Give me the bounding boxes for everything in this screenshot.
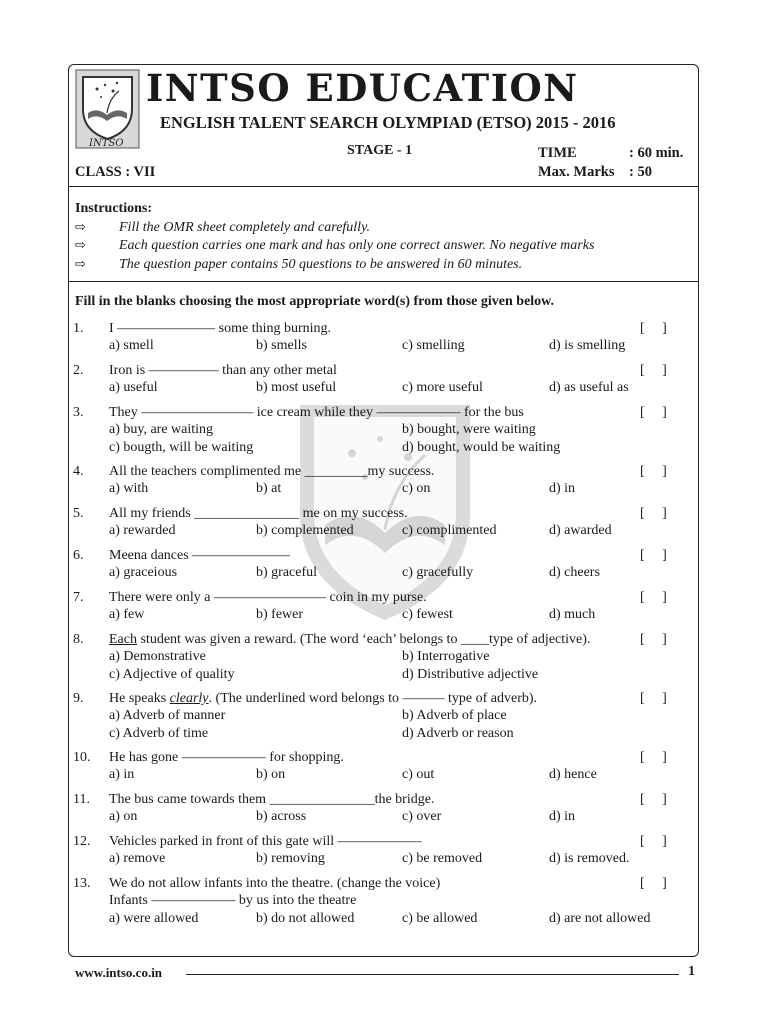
answer-bracket: [ ]: [640, 750, 667, 765]
question-number: 12.: [73, 834, 91, 849]
option-c: c) out: [402, 767, 435, 782]
option-a: a) were allowed: [109, 911, 199, 926]
arrow-icon: ⇨: [75, 257, 86, 272]
instruction-item: ⇨ Fill the OMR sheet completely and carefully.: [75, 220, 371, 235]
answer-bracket: [ ]: [640, 405, 667, 420]
option-d: d) bought, would be waiting: [402, 440, 561, 455]
option-a: a) few: [109, 607, 145, 622]
option-d: d) awarded: [549, 523, 612, 538]
question-number: 8.: [73, 632, 84, 647]
question-text: Meena dances ———————: [109, 548, 291, 563]
time-label: TIME: [538, 145, 577, 161]
option-c: c) on: [402, 481, 431, 496]
option-d: d) as useful as: [549, 380, 629, 395]
question-text: They ———————— ice cream while they —————— for the bus: [109, 405, 524, 420]
option-a: a) with: [109, 481, 149, 496]
option-b: b) most useful: [256, 380, 337, 395]
answer-bracket: [ ]: [640, 363, 667, 378]
answer-bracket: [ ]: [640, 834, 667, 849]
answer-bracket: [ ]: [640, 321, 667, 336]
section-heading: Fill in the blanks choosing the most appropriate word(s) from those given below.: [75, 294, 555, 309]
footer-url[interactable]: www.intso.co.in: [75, 965, 163, 980]
logo-text: INTSO: [89, 138, 124, 149]
option-b: b) graceful: [256, 565, 318, 580]
option-b: b) at: [256, 481, 282, 496]
option-c: c) smelling: [402, 338, 465, 353]
option-b: b) do not allowed: [256, 911, 355, 926]
option-a: a) rewarded: [109, 523, 176, 538]
class-label: CLASS : VII: [75, 164, 156, 180]
option-b: b) fewer: [256, 607, 304, 622]
underlined-word: clearly: [169, 691, 209, 706]
question-text: Iron is ————— than any other metal: [109, 363, 337, 378]
answer-bracket: [ ]: [640, 590, 667, 605]
option-c: c) Adjective of quality: [109, 667, 235, 682]
question-text: All the teachers complimented me _________my success.: [109, 464, 435, 479]
answer-bracket: [ ]: [640, 464, 667, 479]
question-text: He speaks clearly. (The underlined word belongs to ——— type of adverb).: [109, 691, 538, 706]
option-a: a) useful: [109, 380, 158, 395]
option-b: b) on: [256, 767, 286, 782]
option-b: b) complemented: [256, 523, 354, 538]
option-b: b) removing: [256, 851, 325, 866]
divider: [68, 281, 699, 282]
option-d: d) are not allowed: [549, 911, 651, 926]
question-text: He has gone —————— for shopping.: [109, 750, 344, 765]
answer-bracket: [ ]: [640, 876, 667, 891]
option-a: a) Demonstrative: [109, 649, 206, 664]
option-a: a) remove: [109, 851, 166, 866]
arrow-icon: ⇨: [75, 220, 86, 235]
option-c: c) gracefully: [402, 565, 474, 580]
question-text: I ——————— some thing burning.: [109, 321, 332, 336]
option-d: d) is removed.: [549, 851, 630, 866]
option-c: c) be allowed: [402, 911, 478, 926]
option-c: c) bougth, will be waiting: [109, 440, 254, 455]
question-number: 13.: [73, 876, 91, 891]
instruction-item: ⇨ Each question carries one mark and has only one correct answer. No negative marks: [75, 238, 595, 253]
option-b: b) bought, were waiting: [402, 422, 536, 437]
question-number: 7.: [73, 590, 84, 605]
stage-label: STAGE - 1: [347, 143, 413, 158]
option-c: c) complimented: [402, 523, 497, 538]
option-d: d) much: [549, 607, 596, 622]
option-d: d) is smelling: [549, 338, 626, 353]
question-text: There were only a ———————— coin in my purse.: [109, 590, 427, 605]
option-b: b) across: [256, 809, 307, 824]
question-text: We do not allow infants into the theatre. (change the voice): [109, 876, 441, 891]
option-c: c) more useful: [402, 380, 483, 395]
option-d: d) in: [549, 809, 576, 824]
instructions-heading: Instructions:: [75, 201, 153, 216]
option-b: b) Interrogative: [402, 649, 490, 664]
option-a: a) graceious: [109, 565, 178, 580]
answer-bracket: [ ]: [640, 632, 667, 647]
question-number: 4.: [73, 464, 84, 479]
question-text: The bus came towards them _______________the bridge.: [109, 792, 435, 807]
option-c: c) Adverb of time: [109, 726, 209, 741]
exam-subtitle: ENGLISH TALENT SEARCH OLYMPIAD (ETSO) 2015 - 2016: [160, 113, 616, 132]
option-a: a) in: [109, 767, 135, 782]
option-c: c) be removed: [402, 851, 483, 866]
option-d: d) Distributive adjective: [402, 667, 539, 682]
option-a: a) smell: [109, 338, 154, 353]
question-number: 3.: [73, 405, 84, 420]
option-c: c) fewest: [402, 607, 453, 622]
question-text-line2: Infants —————— by us into the theatre: [109, 893, 357, 908]
question-number: 1.: [73, 321, 84, 336]
option-b: b) smells: [256, 338, 307, 353]
question-number: 2.: [73, 363, 84, 378]
underlined-word: Each: [109, 632, 137, 647]
question-number: 9.: [73, 691, 84, 706]
question-number: 10.: [73, 750, 91, 765]
time-value: : 60 min.: [629, 145, 684, 161]
answer-bracket: [ ]: [640, 548, 667, 563]
arrow-icon: ⇨: [75, 238, 86, 253]
page-title: INTSO EDUCATION: [146, 66, 579, 110]
answer-bracket: [ ]: [640, 506, 667, 521]
answer-bracket: [ ]: [640, 792, 667, 807]
option-a: a) Adverb of manner: [109, 708, 226, 723]
intso-logo: [75, 69, 140, 149]
marks-label: Max. Marks: [538, 164, 615, 180]
option-a: a) on: [109, 809, 138, 824]
option-a: a) buy, are waiting: [109, 422, 214, 437]
option-d: d) cheers: [549, 565, 600, 580]
option-d: d) in: [549, 481, 576, 496]
question-number: 5.: [73, 506, 84, 521]
instruction-item: ⇨ The question paper contains 50 questions to be answered in 60 minutes.: [75, 257, 523, 272]
divider: [68, 186, 699, 187]
question-text: Vehicles parked in front of this gate will ——————: [109, 834, 422, 849]
page-number: 1: [688, 964, 695, 979]
option-b: b) Adverb of place: [402, 708, 507, 723]
option-d: d) Adverb or reason: [402, 726, 514, 741]
question-text: All my friends _______________ me on my success.: [109, 506, 408, 521]
question-text: Each student was given a reward. (The word ‘each’ belongs to ____type of adjective).: [109, 632, 591, 647]
option-d: d) hence: [549, 767, 597, 782]
answer-bracket: [ ]: [640, 691, 667, 706]
footer-divider: [186, 974, 679, 975]
option-c: c) over: [402, 809, 442, 824]
question-number: 11.: [73, 792, 90, 807]
question-number: 6.: [73, 548, 84, 563]
marks-value: : 50: [629, 164, 652, 180]
